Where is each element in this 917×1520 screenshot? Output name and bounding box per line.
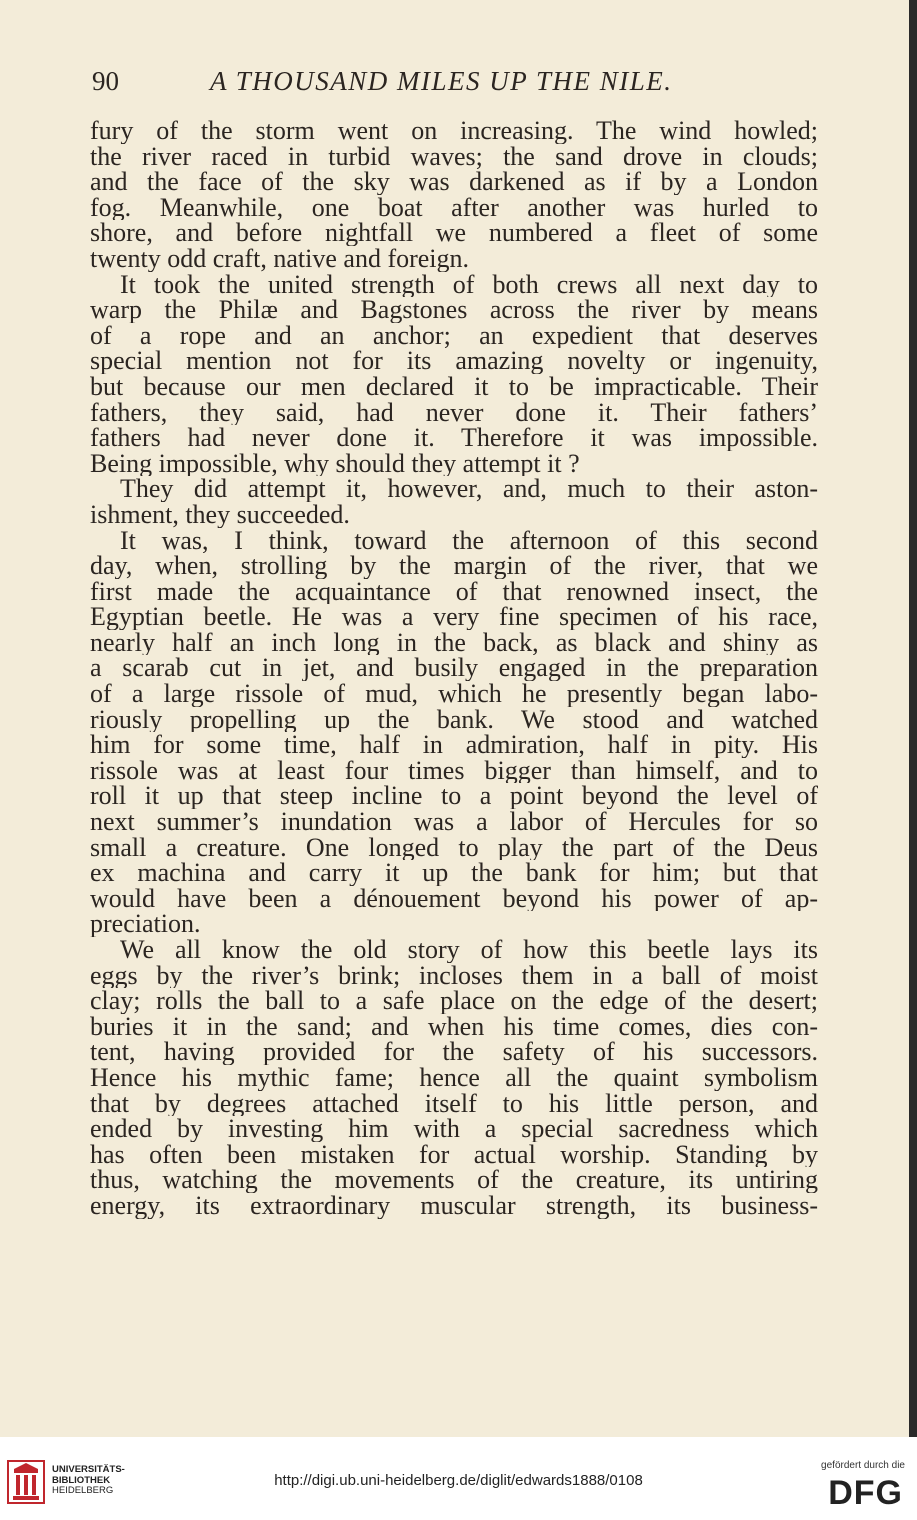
text-line: but because our men declared it to be impracticable. Their bbox=[90, 373, 818, 400]
text-line: shore, and before nightfall we numbered a fleet of some bbox=[90, 220, 818, 246]
text-line: buries it in the sand; and when his time comes, dies con- bbox=[90, 1013, 818, 1040]
text-line: day, when, strolling by the margin of the river, that we bbox=[90, 553, 818, 579]
running-title: A THOUSAND MILES UP THE NILE. bbox=[210, 66, 673, 96]
text-line: fathers, they said, had never done it. Their fathers’ bbox=[90, 399, 818, 426]
page-header bbox=[92, 62, 825, 102]
text-line: small a creature. One longed to play the part of the Deus bbox=[90, 834, 818, 861]
text-line: rissole was at least four times bigger than himself, and to bbox=[90, 757, 818, 784]
text-line: preciation. bbox=[90, 911, 201, 937]
text-line: fury of the storm went on increasing. The wind howled; bbox=[90, 118, 818, 144]
text-line: roll it up that steep incline to a point beyond the level of bbox=[90, 783, 818, 810]
text-line: special mention not for its amazing novelty or ingenuity, bbox=[90, 348, 818, 374]
text-line: It took the united strength of both crews all next day to bbox=[120, 271, 818, 298]
source-url-link[interactable]: http://digi.ub.uni-heidelberg.de/diglit/edwards1888/0108 bbox=[274, 1472, 643, 1489]
text-line: first made the acquaintance of that renowned insect, the bbox=[90, 578, 818, 605]
text-line: eggs by the river’s brink; incloses them in a ball of moist bbox=[90, 962, 818, 989]
text-line: and the face of the sky was darkened as if by a London bbox=[90, 169, 818, 195]
text-line: Being impossible, why should they attempt it ? bbox=[90, 450, 580, 477]
text-line: tent, having provided for the safety of his successors. bbox=[90, 1039, 818, 1065]
text-line: of a large rissole of mud, which he presently began labo- bbox=[90, 681, 818, 707]
text-line: nearly half an inch long in the back, as black and shiny as bbox=[90, 629, 818, 656]
text-line: the river raced in turbid waves; the sand drove in clouds; bbox=[90, 143, 818, 170]
funding-caption: gefördert durch die bbox=[821, 1460, 905, 1471]
text-line: warp the Philæ and Bagstones across the river by means bbox=[90, 297, 818, 323]
text-line: of a rope and an anchor; an expedient that deserves bbox=[90, 322, 818, 349]
text-line: fog. Meanwhile, one boat after another was hurled to bbox=[90, 194, 818, 221]
text-line: has often been mistaken for actual worship. Standing by bbox=[90, 1141, 818, 1168]
footer-bar bbox=[0, 1437, 917, 1520]
text-line: We all know the old story of how this beetle lays its bbox=[120, 937, 818, 963]
text-line: ex machina and carry it up the bank for him; but that bbox=[90, 860, 818, 886]
text-line: ishment, they succeeded. bbox=[90, 501, 350, 528]
text-line: ended by investing him with a special sacredness which bbox=[90, 1116, 818, 1142]
text-line: him for some time, half in admiration, half in pity. His bbox=[90, 732, 818, 758]
text-line: energy, its extraordinary muscular strength, its business- bbox=[90, 1192, 818, 1219]
library-name-line: BIBLIOTHEK bbox=[52, 1474, 111, 1486]
page-number: 90 bbox=[92, 66, 119, 96]
text-line: riously propelling up the bank. We stood and watched bbox=[90, 706, 818, 733]
text-line: thus, watching the movements of the creature, its untiring bbox=[90, 1167, 818, 1193]
library-name-line: HEIDELBERG bbox=[52, 1485, 114, 1496]
text-line: a scarab cut in jet, and busily engaged in the preparation bbox=[90, 655, 818, 682]
text-line: Egyptian beetle. He was a very fine specimen of his race, bbox=[90, 604, 818, 630]
text-line: They did attempt it, however, and, much to their aston- bbox=[120, 476, 818, 502]
text-line: clay; rolls the ball to a safe place on the edge of the desert; bbox=[90, 988, 818, 1014]
page-edge bbox=[909, 0, 917, 1437]
text-line: would have been a dénouement beyond his power of ap- bbox=[90, 885, 818, 912]
text-line: that by degrees attached itself to his little person, and bbox=[90, 1090, 818, 1117]
dfg-logo[interactable]: DFG bbox=[828, 1474, 903, 1512]
body-text bbox=[90, 118, 818, 1219]
library-name-line: UNIVERSITÄTS- bbox=[52, 1464, 125, 1475]
text-line: next summer’s inundation was a labor of Hercules for so bbox=[90, 809, 818, 835]
text-line: fathers had never done it. Therefore it was impossible. bbox=[90, 425, 818, 451]
text-line: twenty odd craft, native and foreign. bbox=[90, 245, 470, 272]
text-line: Hence his mythic fame; hence all the quaint symbolism bbox=[90, 1064, 818, 1091]
text-line: It was, I think, toward the afternoon of this second bbox=[120, 527, 818, 554]
